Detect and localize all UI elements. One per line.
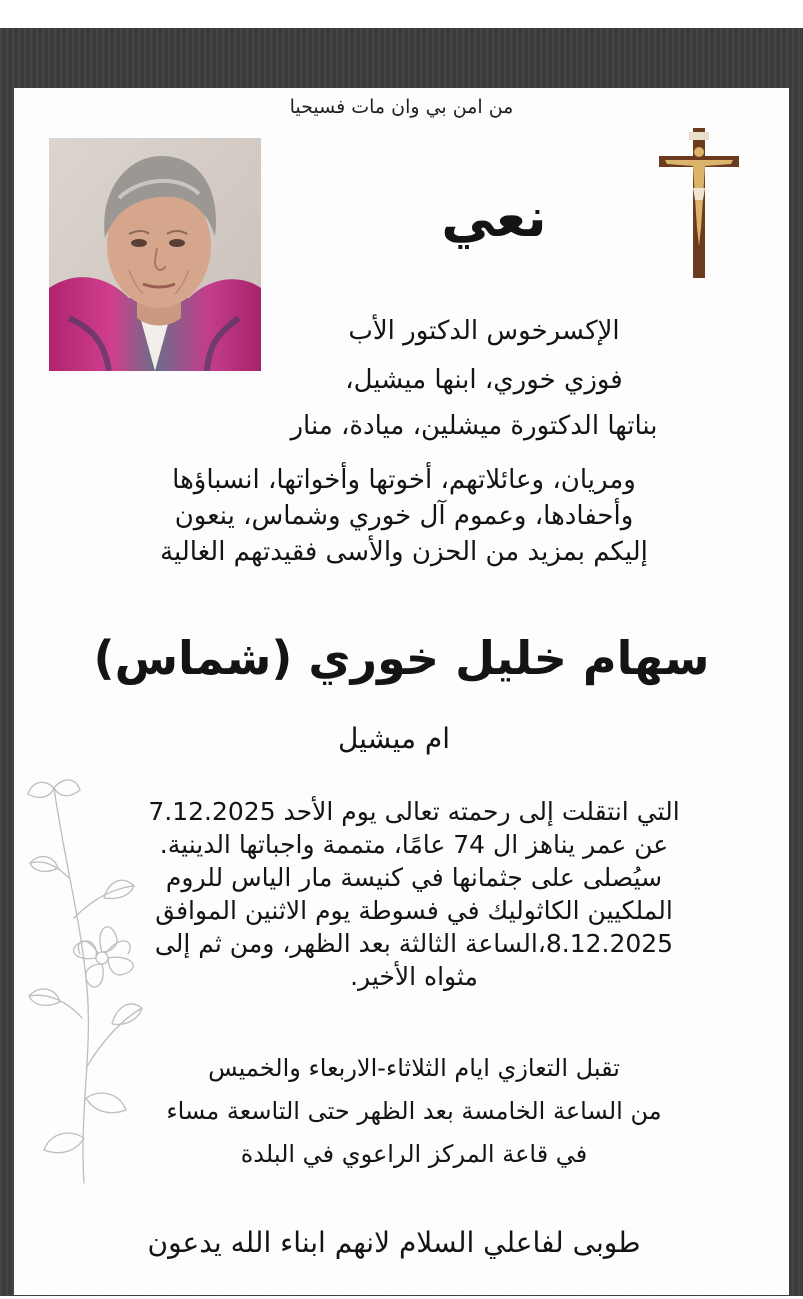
family-block-line-1: ومريان، وعائلاتهم، أخوتها وأخواتها، انسباؤها [172, 465, 636, 495]
family-line-3: بناتها الدكتورة ميشلين، ميادة، منار [290, 411, 658, 441]
portrait-photo [49, 138, 261, 371]
obituary-title: نعي [441, 186, 547, 249]
picture-frame [0, 28, 803, 1296]
details-line-5: 8.12.2025،الساعة الثالثة بعد الظهر، ومن ثم إلى [154, 929, 674, 958]
obituary-card [14, 88, 789, 1295]
condolence-line-1: تقبل التعازي ايام الثلاثاء-الاربعاء والخميس [208, 1054, 620, 1082]
condolence-line-2: من الساعة الخامسة بعد الظهر حتى التاسعة مساء [166, 1097, 662, 1125]
details-line-2: عن عمر يناهز ال 74 عامًا، متممة واجباتها الدينية. [159, 830, 669, 859]
deceased-name: سهام خليل خوري (شماس) [93, 631, 710, 685]
deceased-subtitle: ام ميشيل [337, 722, 451, 755]
details-line-1: التي انتقلت إلى رحمته تعالى يوم الأحد 7.12.2025 [148, 797, 680, 826]
details-line-3: سيُصلى على جثمانها في كنيسة مار الياس للروم [165, 863, 663, 892]
header-verse: من امن بي وان مات فسيحيا [289, 96, 514, 118]
details-line-4: الملكيين الكاثوليك في فسوطة يوم الاثنين الموافق [155, 896, 673, 925]
family-line-2: فوزي خوري، ابنها ميشيل، [345, 365, 623, 395]
portrait-image [49, 138, 261, 371]
crucifix-icon [659, 128, 739, 278]
closing-verse: طوبى لفاعلي السلام لانهم ابناء الله يدعون [147, 1226, 641, 1259]
details-line-6: مثواه الأخير. [350, 962, 478, 991]
family-line-1: الإكسرخوس الدكتور الأب [348, 316, 620, 346]
condolence-line-3: في قاعة المركز الراعوي في البلدة [240, 1140, 588, 1168]
family-block-line-2: وأحفادها، وعموم آل خوري وشماس، ينعون [174, 501, 634, 531]
family-block-line-3: إليكم بمزيد من الحزن والأسى فقيدتهم الغالية [160, 537, 648, 567]
